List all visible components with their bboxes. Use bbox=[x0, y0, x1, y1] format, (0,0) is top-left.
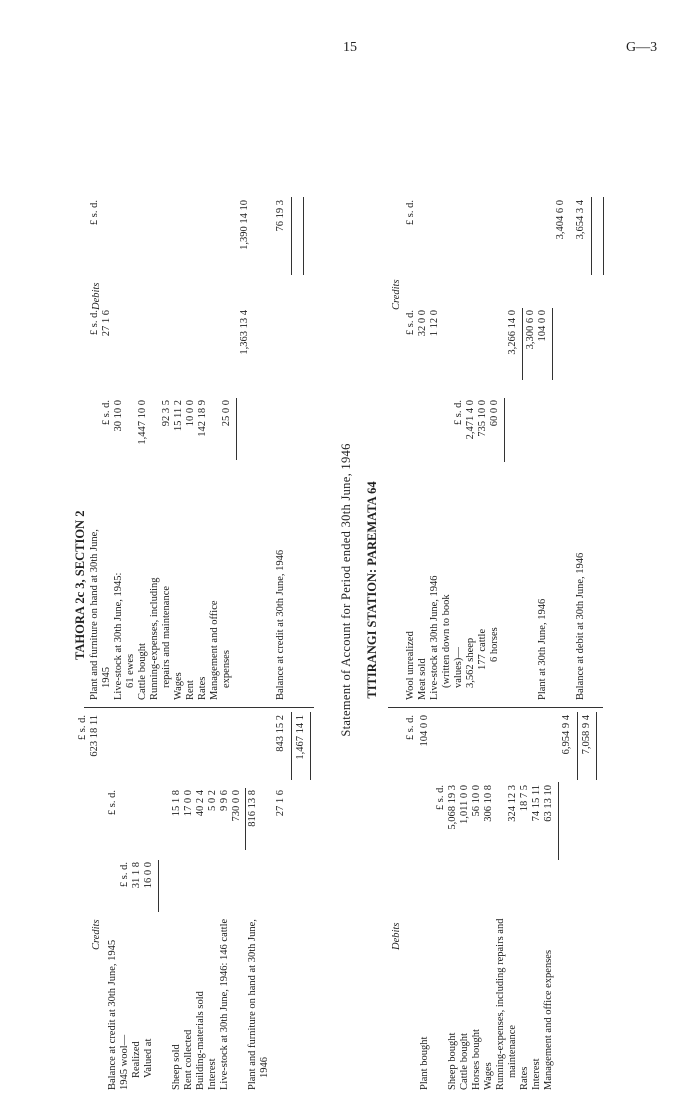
tahora-right-line: Plant and furniture on hand at 30th June, bbox=[89, 529, 100, 700]
titirangi-left-line: Cattle bought bbox=[459, 1033, 470, 1090]
tahora-left-line: Building-materials sold bbox=[195, 991, 206, 1090]
money-cell: 56 10 0 bbox=[471, 785, 482, 817]
rule bbox=[310, 712, 311, 780]
rule bbox=[577, 712, 578, 780]
money-cell: 730 0 0 bbox=[231, 790, 242, 822]
money-cell: 40 2 4 bbox=[195, 790, 206, 817]
rule bbox=[522, 308, 523, 380]
tahora-right-line: Wages bbox=[173, 672, 184, 700]
tahora-left-line: Sheep sold bbox=[171, 1044, 182, 1090]
titirangi-left-line: Interest bbox=[531, 1058, 542, 1090]
tahora-right-line: Running-expenses, including bbox=[149, 577, 160, 700]
lsd-header: £ s. d. bbox=[89, 200, 100, 226]
rule bbox=[558, 782, 559, 860]
money-cell: 15 11 2 bbox=[173, 400, 184, 432]
titirangi-debits-heading: Debits bbox=[391, 922, 402, 950]
lsd-header: £ s. d. bbox=[405, 715, 416, 741]
money-cell: 2,471 4 0 bbox=[465, 400, 476, 440]
rule bbox=[158, 860, 159, 912]
titirangi-left-line: maintenance bbox=[507, 1024, 518, 1078]
rule bbox=[236, 398, 237, 460]
titirangi-right-line: 6 horses bbox=[489, 627, 500, 662]
money-cell: 1,011 0 0 bbox=[459, 785, 470, 824]
tahora-debits-heading: Debits bbox=[91, 282, 102, 310]
money-cell: 27 1 6 bbox=[275, 790, 286, 817]
money-cell: 1,390 14 10 bbox=[239, 200, 250, 250]
money-cell: 92 3 5 bbox=[161, 400, 172, 427]
money-cell: 843 15 2 bbox=[275, 715, 286, 752]
tahora-left-line: Balance at credit at 30th June, 1945 bbox=[107, 939, 118, 1090]
titirangi-left-line: Sheep bought bbox=[447, 1032, 458, 1090]
tahora-right-line: Management and office bbox=[209, 600, 220, 700]
tahora-left-line: Live-stock at 30th June, 1946: 146 cattle bbox=[219, 918, 230, 1090]
lsd-header: £ s. d. bbox=[107, 790, 118, 816]
rule bbox=[245, 788, 246, 850]
rule bbox=[291, 197, 292, 275]
lsd-header: £ s. d. bbox=[405, 310, 416, 336]
tahora-right-line: 61 ewes bbox=[125, 653, 136, 688]
lsd-header: £ s. d. bbox=[453, 400, 464, 426]
money-cell: 5 0 2 bbox=[207, 790, 218, 811]
titirangi-right-line: values)— bbox=[453, 647, 464, 688]
money-cell: 1,447 10 0 bbox=[137, 400, 148, 445]
page-reference: G—3 bbox=[626, 40, 658, 55]
money-cell: 1,467 14 1 bbox=[295, 715, 306, 760]
tahora-right-line: Rates bbox=[197, 676, 208, 700]
money-cell: 142 18 9 bbox=[197, 400, 208, 437]
lsd-header: £ s. d. bbox=[89, 310, 100, 336]
money-cell: 816 13 8 bbox=[247, 790, 258, 827]
titirangi-right-line: Live-stock at 30th June, 1946 bbox=[429, 575, 440, 700]
column-divider bbox=[388, 707, 603, 708]
rotated-document bbox=[70, 90, 670, 1090]
money-cell: 104 0 0 bbox=[419, 715, 430, 747]
money-cell: 6,954 9 4 bbox=[561, 715, 572, 755]
titirangi-right-line: 177 cattle bbox=[477, 628, 488, 670]
tahora-left-line: Interest bbox=[207, 1058, 218, 1090]
money-cell: 9 9 6 bbox=[219, 790, 230, 811]
lsd-header: £ s. d. bbox=[435, 785, 446, 811]
page-number: 15 bbox=[343, 40, 357, 55]
titirangi-credits-heading: Credits bbox=[391, 279, 402, 310]
tahora-left-line: Rent collected bbox=[183, 1029, 194, 1090]
tahora-right-line: Balance at credit at 30th June, 1946 bbox=[275, 549, 286, 700]
money-cell: 10 0 0 bbox=[185, 400, 196, 427]
tahora-left-line: Realized bbox=[131, 1041, 142, 1078]
money-cell: 17 0 0 bbox=[183, 790, 194, 817]
lsd-header: £ s. d. bbox=[405, 200, 416, 226]
money-cell: 31 1 8 bbox=[131, 862, 142, 889]
tahora-left-line: 1946 bbox=[259, 1057, 270, 1078]
tahora-credits-heading: Credits bbox=[91, 919, 102, 950]
money-cell: 30 10 0 bbox=[113, 400, 124, 432]
money-cell: 324 12 3 bbox=[507, 785, 518, 822]
rule bbox=[603, 197, 604, 275]
statement-title: Statement of Account for Period ended 30th June, 1946 bbox=[339, 443, 353, 737]
money-cell: 1,363 13 4 bbox=[239, 310, 250, 355]
titirangi-right-line: Wool unrealized bbox=[405, 631, 416, 700]
rule bbox=[591, 197, 592, 275]
money-cell: 18 7 5 bbox=[519, 785, 530, 812]
titirangi-left-line: Management and office expenses bbox=[543, 949, 554, 1090]
money-cell: 32 0 0 bbox=[417, 310, 428, 337]
titirangi-right-line: (written down to book bbox=[441, 594, 452, 688]
titirangi-left-line: Horses bought bbox=[471, 1029, 482, 1090]
rule bbox=[291, 712, 292, 780]
titirangi-right-line: Balance at debit at 30th June, 1946 bbox=[575, 552, 586, 700]
tahora-right-line: Rent bbox=[185, 680, 196, 700]
lsd-header: £ s. d. bbox=[119, 862, 130, 888]
tahora-title: TAHORA 2c 3, SECTION 2 bbox=[73, 510, 87, 660]
money-cell: 76 19 3 bbox=[275, 200, 286, 232]
tahora-right-line: expenses bbox=[221, 650, 232, 688]
titirangi-right-line: Plant at 30th June, 1946 bbox=[537, 598, 548, 700]
money-cell: 306 10 8 bbox=[483, 785, 494, 822]
titirangi-left-line: Plant bought bbox=[419, 1036, 430, 1090]
money-cell: 104 0 0 bbox=[537, 310, 548, 342]
money-cell: 3,654 3 4 bbox=[575, 200, 586, 240]
tahora-right-line: repairs and maintenance bbox=[161, 585, 172, 688]
titirangi-left-line: Running-expenses, including repairs and bbox=[495, 918, 506, 1090]
money-cell: 3,266 14 0 bbox=[507, 310, 518, 355]
tahora-right-line: 1945 bbox=[101, 667, 112, 688]
lsd-header: £ s. d. bbox=[77, 715, 88, 741]
tahora-left-line: 1945 wool— bbox=[119, 1034, 130, 1090]
titirangi-left-line: Wages bbox=[483, 1062, 494, 1090]
lsd-header: £ s. d. bbox=[101, 400, 112, 426]
money-cell: 15 1 8 bbox=[171, 790, 182, 817]
money-cell: 623 18 11 bbox=[89, 715, 100, 757]
titirangi-right-line: Meat sold bbox=[417, 658, 428, 700]
column-divider bbox=[84, 707, 314, 708]
titirangi-title: TITIRANGI STATION: PAREMATA 64 bbox=[365, 481, 379, 699]
tahora-left-line: Valued at bbox=[143, 1038, 154, 1078]
rule bbox=[504, 398, 505, 462]
money-cell: 3,300 6 0 bbox=[525, 310, 536, 350]
rule bbox=[596, 712, 597, 780]
money-cell: 60 0 0 bbox=[489, 400, 500, 427]
money-cell: 63 13 10 bbox=[543, 785, 554, 822]
money-cell: 25 0 0 bbox=[221, 400, 232, 427]
money-cell: 735 10 0 bbox=[477, 400, 488, 437]
rule bbox=[552, 308, 553, 380]
titirangi-right-line: 3,562 sheep bbox=[465, 637, 476, 688]
tahora-left-line: Plant and furniture on hand at 30th June, bbox=[247, 919, 258, 1090]
tahora-right-line: Cattle bought bbox=[137, 643, 148, 700]
titirangi-left-line: Rates bbox=[519, 1066, 530, 1090]
tahora-right-line: Live-stock at 30th June, 1945: bbox=[113, 572, 124, 700]
money-cell: 5,068 19 3 bbox=[447, 785, 458, 830]
money-cell: 74 15 11 bbox=[531, 785, 542, 822]
money-cell: 27 1 6 bbox=[101, 310, 112, 337]
money-cell: 7,058 9 4 bbox=[581, 715, 592, 755]
money-cell: 1 12 0 bbox=[429, 310, 440, 337]
money-cell: 16 0 0 bbox=[143, 862, 154, 889]
money-cell: 3,404 6 0 bbox=[555, 200, 566, 240]
rule bbox=[303, 197, 304, 275]
